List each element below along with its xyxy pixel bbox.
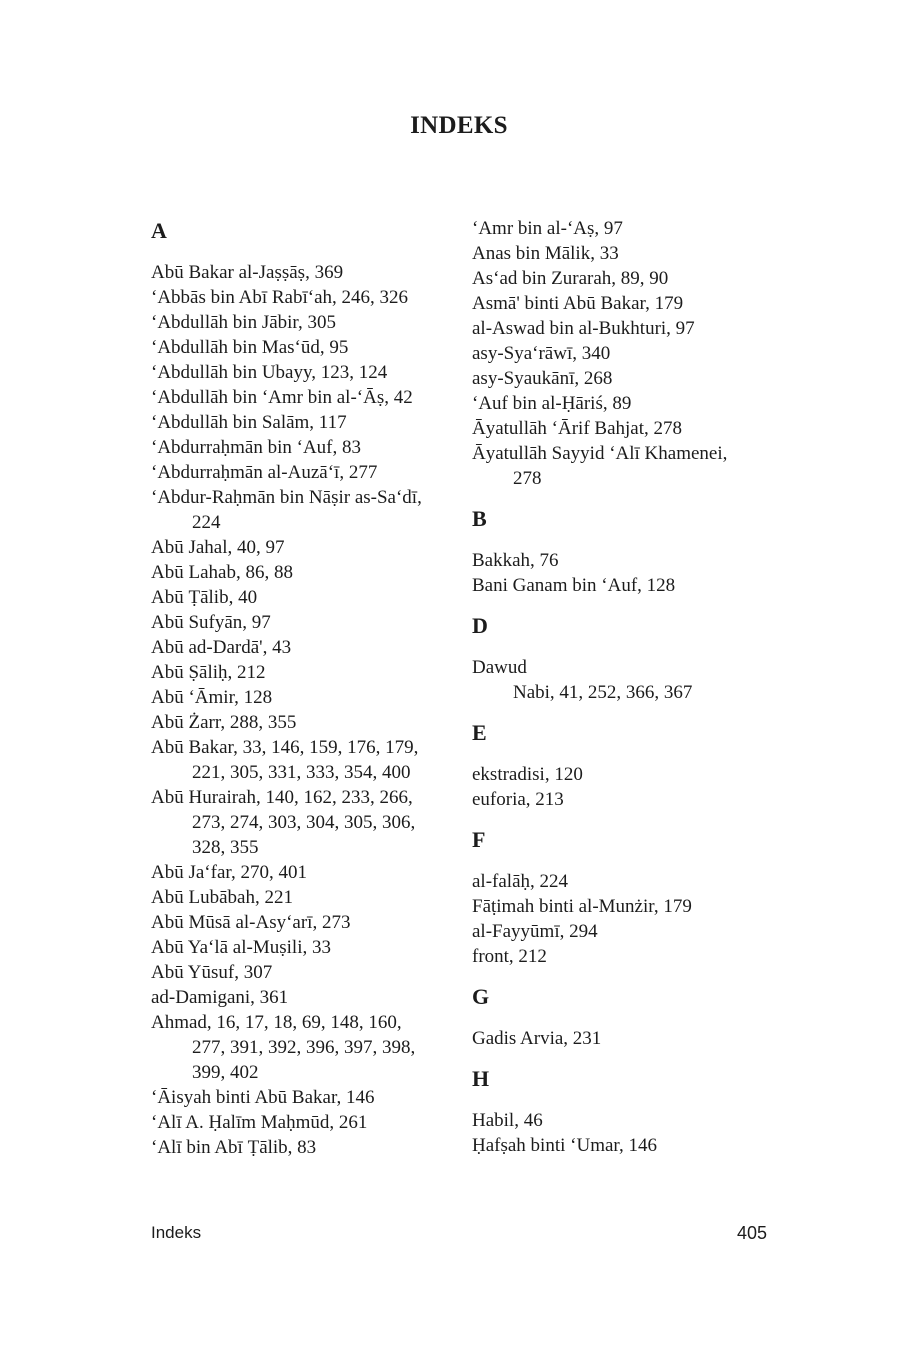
index-entry: Abū Bakar al-Jaṣṣāṣ, 369 <box>151 262 344 283</box>
index-entry-line: Ahmad, 16, 17, 18, 69, 148, 160, <box>151 1012 402 1033</box>
index-entry: al-falāḥ, 224 <box>472 871 569 892</box>
index-entry: Asmā' binti Abū Bakar, 179 <box>472 293 684 314</box>
index-entry: Abū ‘Āmir, 128 <box>151 687 273 708</box>
index-entry: al-Aswad bin al-Bukhturi, 97 <box>472 318 695 339</box>
index-entry: ‘Alī A. Ḥalīm Maḥmūd, 261 <box>151 1112 368 1133</box>
index-entry: Abū Ṣāliḥ, 212 <box>151 662 266 683</box>
index-entry: ‘Abdullāh bin Jābir, 305 <box>151 312 336 333</box>
section-heading-b: B <box>472 506 487 531</box>
index-entry: ‘Abdurraḥmān al-Auzā‘ī, 277 <box>151 462 378 483</box>
index-entry: Anas bin Mālik, 33 <box>472 243 619 264</box>
index-entry: asy-Sya‘rāwī, 340 <box>472 343 611 364</box>
index-entry-line: Āyatullāh Sayyid ‘Alī Khamenei, <box>472 443 728 464</box>
index-entry-line: ‘Abdur-Raḥmān bin Nāṣir as-Sa‘dī, <box>151 487 422 508</box>
index-entry: al-Fayyūmī, 294 <box>472 921 598 942</box>
index-column-left <box>151 216 451 1160</box>
index-entry-line: 277, 391, 392, 396, 397, 398, <box>192 1037 416 1058</box>
index-entry: Gadis Arvia, 231 <box>472 1028 602 1049</box>
index-entry: Abū Lahab, 86, 88 <box>151 562 293 583</box>
index-entry <box>151 785 451 860</box>
index-entry: Abū Jahal, 40, 97 <box>151 537 285 558</box>
section-heading-h: H <box>472 1066 490 1091</box>
index-entry: Ḥafṣah binti ‘Umar, 146 <box>472 1135 657 1156</box>
index-entry: ekstradisi, 120 <box>472 764 583 785</box>
section-heading-f: F <box>472 827 486 852</box>
index-entry-line: 328, 355 <box>192 837 259 858</box>
index-entry: Fāṭimah binti al-Munżir, 179 <box>472 896 692 917</box>
index-entry: ‘Amr bin al-‘Aṣ, 97 <box>472 218 623 239</box>
index-entry: Habil, 46 <box>472 1110 543 1131</box>
index-entry: ‘Abbās bin Abī Rabī‘ah, 246, 326 <box>151 287 409 308</box>
index-entry <box>151 735 451 785</box>
index-entry-line: Abū Hurairah, 140, 162, 233, 266, <box>151 787 413 808</box>
index-entry: Āyatullāh ‘Ārif Bahjat, 278 <box>472 418 683 439</box>
index-entry: Bani Ganam bin ‘Auf, 128 <box>472 575 676 596</box>
index-entry: As‘ad bin Zurarah, 89, 90 <box>472 268 669 289</box>
index-column-right <box>472 216 772 1158</box>
index-entry: ‘Auf bin al-Ḥāriś, 89 <box>472 393 632 414</box>
index-entry: Abū Ya‘lā al-Muṣili, 33 <box>151 937 331 958</box>
section-heading-a: A <box>151 218 167 243</box>
index-entry-line: 273, 274, 303, 304, 305, 306, <box>192 812 416 833</box>
index-entry <box>151 1010 451 1085</box>
index-entry: ‘Abdullāh bin ‘Amr bin al-‘Āṣ, 42 <box>151 387 413 408</box>
index-entry: Abū Mūsā al-Asy‘arī, 273 <box>151 912 351 933</box>
index-entry: asy-Syaukānī, 268 <box>472 368 613 389</box>
index-entry: Abū Yūsuf, 307 <box>151 962 273 983</box>
index-entry-line: 224 <box>192 512 221 533</box>
index-entry: ad-Damigani, 361 <box>151 987 289 1008</box>
index-entry: Abū Lubābah, 221 <box>151 887 293 908</box>
index-entry: ‘Abdullāh bin Ubayy, 123, 124 <box>151 362 388 383</box>
index-entry: Abū Żarr, 288, 355 <box>151 712 297 733</box>
section-heading-e: E <box>472 720 487 745</box>
index-entry: ‘Abdurraḥmān bin ‘Auf, 83 <box>151 437 362 458</box>
index-entry-line: Abū Bakar, 33, 146, 159, 176, 179, <box>151 737 419 758</box>
index-entry-line: 278 <box>513 468 542 489</box>
index-entry: Abū Ja‘far, 270, 401 <box>151 862 307 883</box>
index-entry: ‘Abdullāh bin Mas‘ūd, 95 <box>151 337 349 358</box>
index-entry: Abū Sufyān, 97 <box>151 612 271 633</box>
index-entry: front, 212 <box>472 946 547 967</box>
index-entry-line: 221, 305, 331, 333, 354, 400 <box>192 762 411 783</box>
index-entry: ‘Abdullāh bin Salām, 117 <box>151 412 347 433</box>
section-heading-d: D <box>472 613 488 638</box>
index-entry: Abū Ṭālib, 40 <box>151 587 258 608</box>
index-entry-line: 399, 402 <box>192 1062 259 1083</box>
index-entry: Abū ad-Dardā', 43 <box>151 637 292 658</box>
index-entry: Bakkah, 76 <box>472 550 559 571</box>
index-entry: Dawud <box>472 657 527 678</box>
page-number: 405 <box>736 1223 767 1243</box>
index-entry: euforia, 213 <box>472 789 564 810</box>
index-entry: ‘Alī bin Abī Ṭālib, 83 <box>151 1137 317 1158</box>
footer-section-label: Indeks <box>151 1223 202 1242</box>
index-entry <box>151 485 451 535</box>
index-entry <box>472 441 772 491</box>
section-heading-g: G <box>472 984 490 1009</box>
page-title: INDEKS <box>410 112 508 139</box>
index-entry: ‘Āisyah binti Abū Bakar, 146 <box>151 1087 375 1108</box>
index-subentry: Nabi, 41, 252, 366, 367 <box>513 682 693 703</box>
